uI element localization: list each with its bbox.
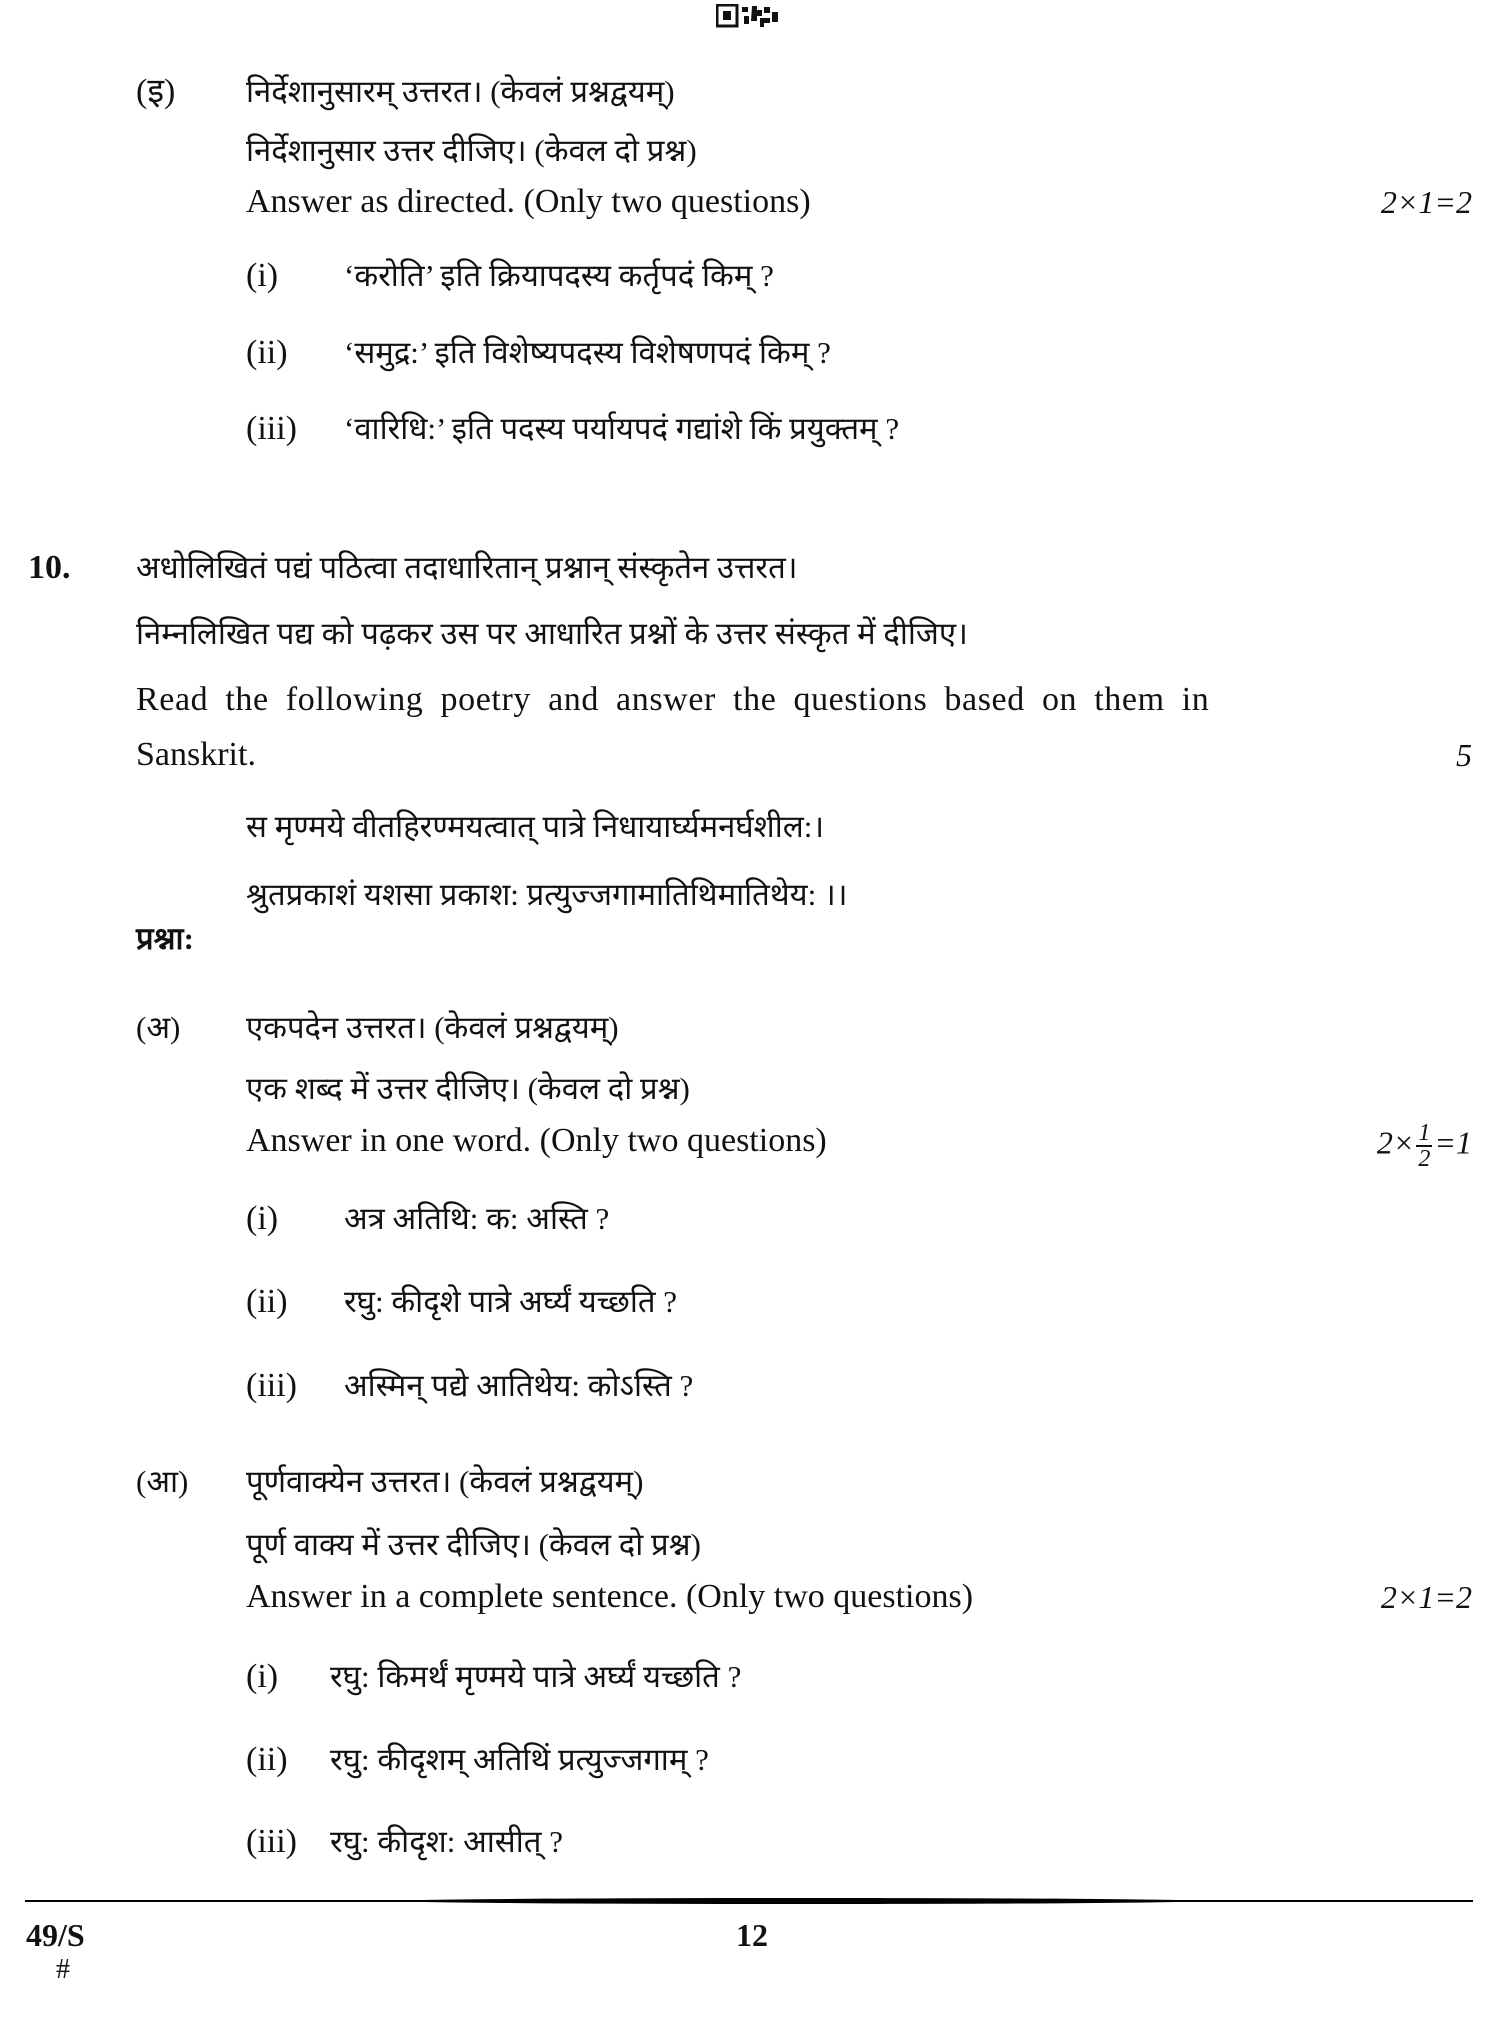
fraction: $\frac{1}{2}$ bbox=[1418, 1120, 1431, 1172]
paper-code: 49/S bbox=[26, 1917, 85, 1953]
question-item: रघु: कीदृश: आसीत् ? bbox=[330, 1824, 563, 1859]
instruction-sanskrit: पूर्णवाक्येन उत्तरत। (केवलं प्रश्नद्वयम्) bbox=[246, 1464, 644, 1499]
instruction-hindi: निर्देशानुसार उत्तर दीजिए। (केवल दो प्रश्न) bbox=[246, 133, 697, 168]
marks: 2×1=2 bbox=[1380, 184, 1472, 220]
item-number: (i) bbox=[246, 1658, 279, 1695]
instruction-sanskrit: एकपदेन उत्तरत। (केवलं प्रश्नद्वयम्) bbox=[246, 1010, 619, 1045]
verse-line: स मृण्मये वीतहिरण्मयत्वात् पात्रे निधायार्घ्यमनर्घशील:। bbox=[246, 809, 825, 844]
instruction-hindi: एक शब्द में उत्तर दीजिए। (केवल दो प्रश्न) bbox=[246, 1071, 690, 1106]
section-label: (आ) bbox=[136, 1464, 189, 1499]
question-item: ‘करोति’ इति क्रियापदस्य कर्तृपदं किम् ? bbox=[344, 258, 774, 293]
item-number: (ii) bbox=[246, 1283, 288, 1320]
instruction-english-cont: Sanskrit. bbox=[136, 736, 256, 773]
question-item: अत्र अतिथि: क: अस्ति ? bbox=[344, 1201, 610, 1236]
instruction-sanskrit: निर्देशानुसारम् उत्तरत। (केवलं प्रश्नद्वयम्) bbox=[246, 74, 675, 109]
question-item: रघु: कीदृशे पात्रे अर्घ्यं यच्छति ? bbox=[344, 1284, 678, 1319]
item-number: (iii) bbox=[246, 1823, 297, 1860]
hash-mark: # bbox=[56, 1954, 70, 1985]
section-label: (अ) bbox=[136, 1010, 181, 1045]
question-item: ‘समुद्र:’ इति विशेष्यपदस्य विशेषणपदं किम् ? bbox=[344, 335, 831, 370]
question-number: 10. bbox=[28, 549, 71, 586]
questions-heading: प्रश्ना: bbox=[136, 921, 194, 956]
question-item: रघु: किमर्थं मृण्मये पात्रे अर्घ्यं यच्छति ? bbox=[330, 1659, 742, 1694]
item-number: (ii) bbox=[246, 1741, 288, 1778]
section-label: (इ) bbox=[136, 73, 176, 110]
instruction-hindi: निम्नलिखित पद्य को पढ़कर उस पर आधारित प्रश्नों के उत्तर संस्कृत में दीजिए। bbox=[136, 616, 968, 651]
qr-code-icon bbox=[716, 4, 782, 28]
item-number: (i) bbox=[246, 1200, 279, 1237]
item-number: (i) bbox=[246, 257, 279, 294]
footer-divider-thick bbox=[400, 1898, 1200, 1904]
marks: 5 bbox=[1456, 737, 1472, 773]
instruction-hindi: पूर्ण वाक्य में उत्तर दीजिए। (केवल दो प्रश्न) bbox=[246, 1527, 701, 1562]
instruction-english: Answer in one word. (Only two questions) bbox=[246, 1122, 827, 1159]
verse-line: श्रुतप्रकाशं यशसा प्रकाश: प्रत्युज्जगामातिथिमातिथेय: ।। bbox=[246, 877, 848, 912]
item-number: (iii) bbox=[246, 410, 297, 447]
marks: 2×1=2 bbox=[1380, 1579, 1472, 1615]
instruction-english: Answer as directed. (Only two questions) bbox=[246, 183, 811, 220]
instruction-english: Read the following poetry and answer the questions based on them in bbox=[136, 681, 1210, 718]
item-number: (ii) bbox=[246, 334, 288, 371]
question-item: अस्मिन् पद्ये आतिथेय: कोऽस्ति ? bbox=[344, 1368, 694, 1403]
instruction-sanskrit: अधोलिखितं पद्यं पठित्वा तदाधारितान् प्रश्नान् संस्कृतेन उत्तरत। bbox=[136, 550, 798, 585]
question-item: रघु: कीदृशम् अतिथिं प्रत्युज्जगाम् ? bbox=[330, 1742, 709, 1777]
marks: 2× $\frac{1}{2}$ =1 bbox=[1376, 1120, 1472, 1172]
item-number: (iii) bbox=[246, 1367, 297, 1404]
instruction-english: Answer in a complete sentence. (Only two questions) bbox=[246, 1578, 974, 1615]
question-item: ‘वारिधि:’ इति पदस्य पर्यायपदं गद्यांशे किं प्रयुक्तम् ? bbox=[344, 411, 900, 446]
page-number: 12 bbox=[736, 1917, 768, 1953]
